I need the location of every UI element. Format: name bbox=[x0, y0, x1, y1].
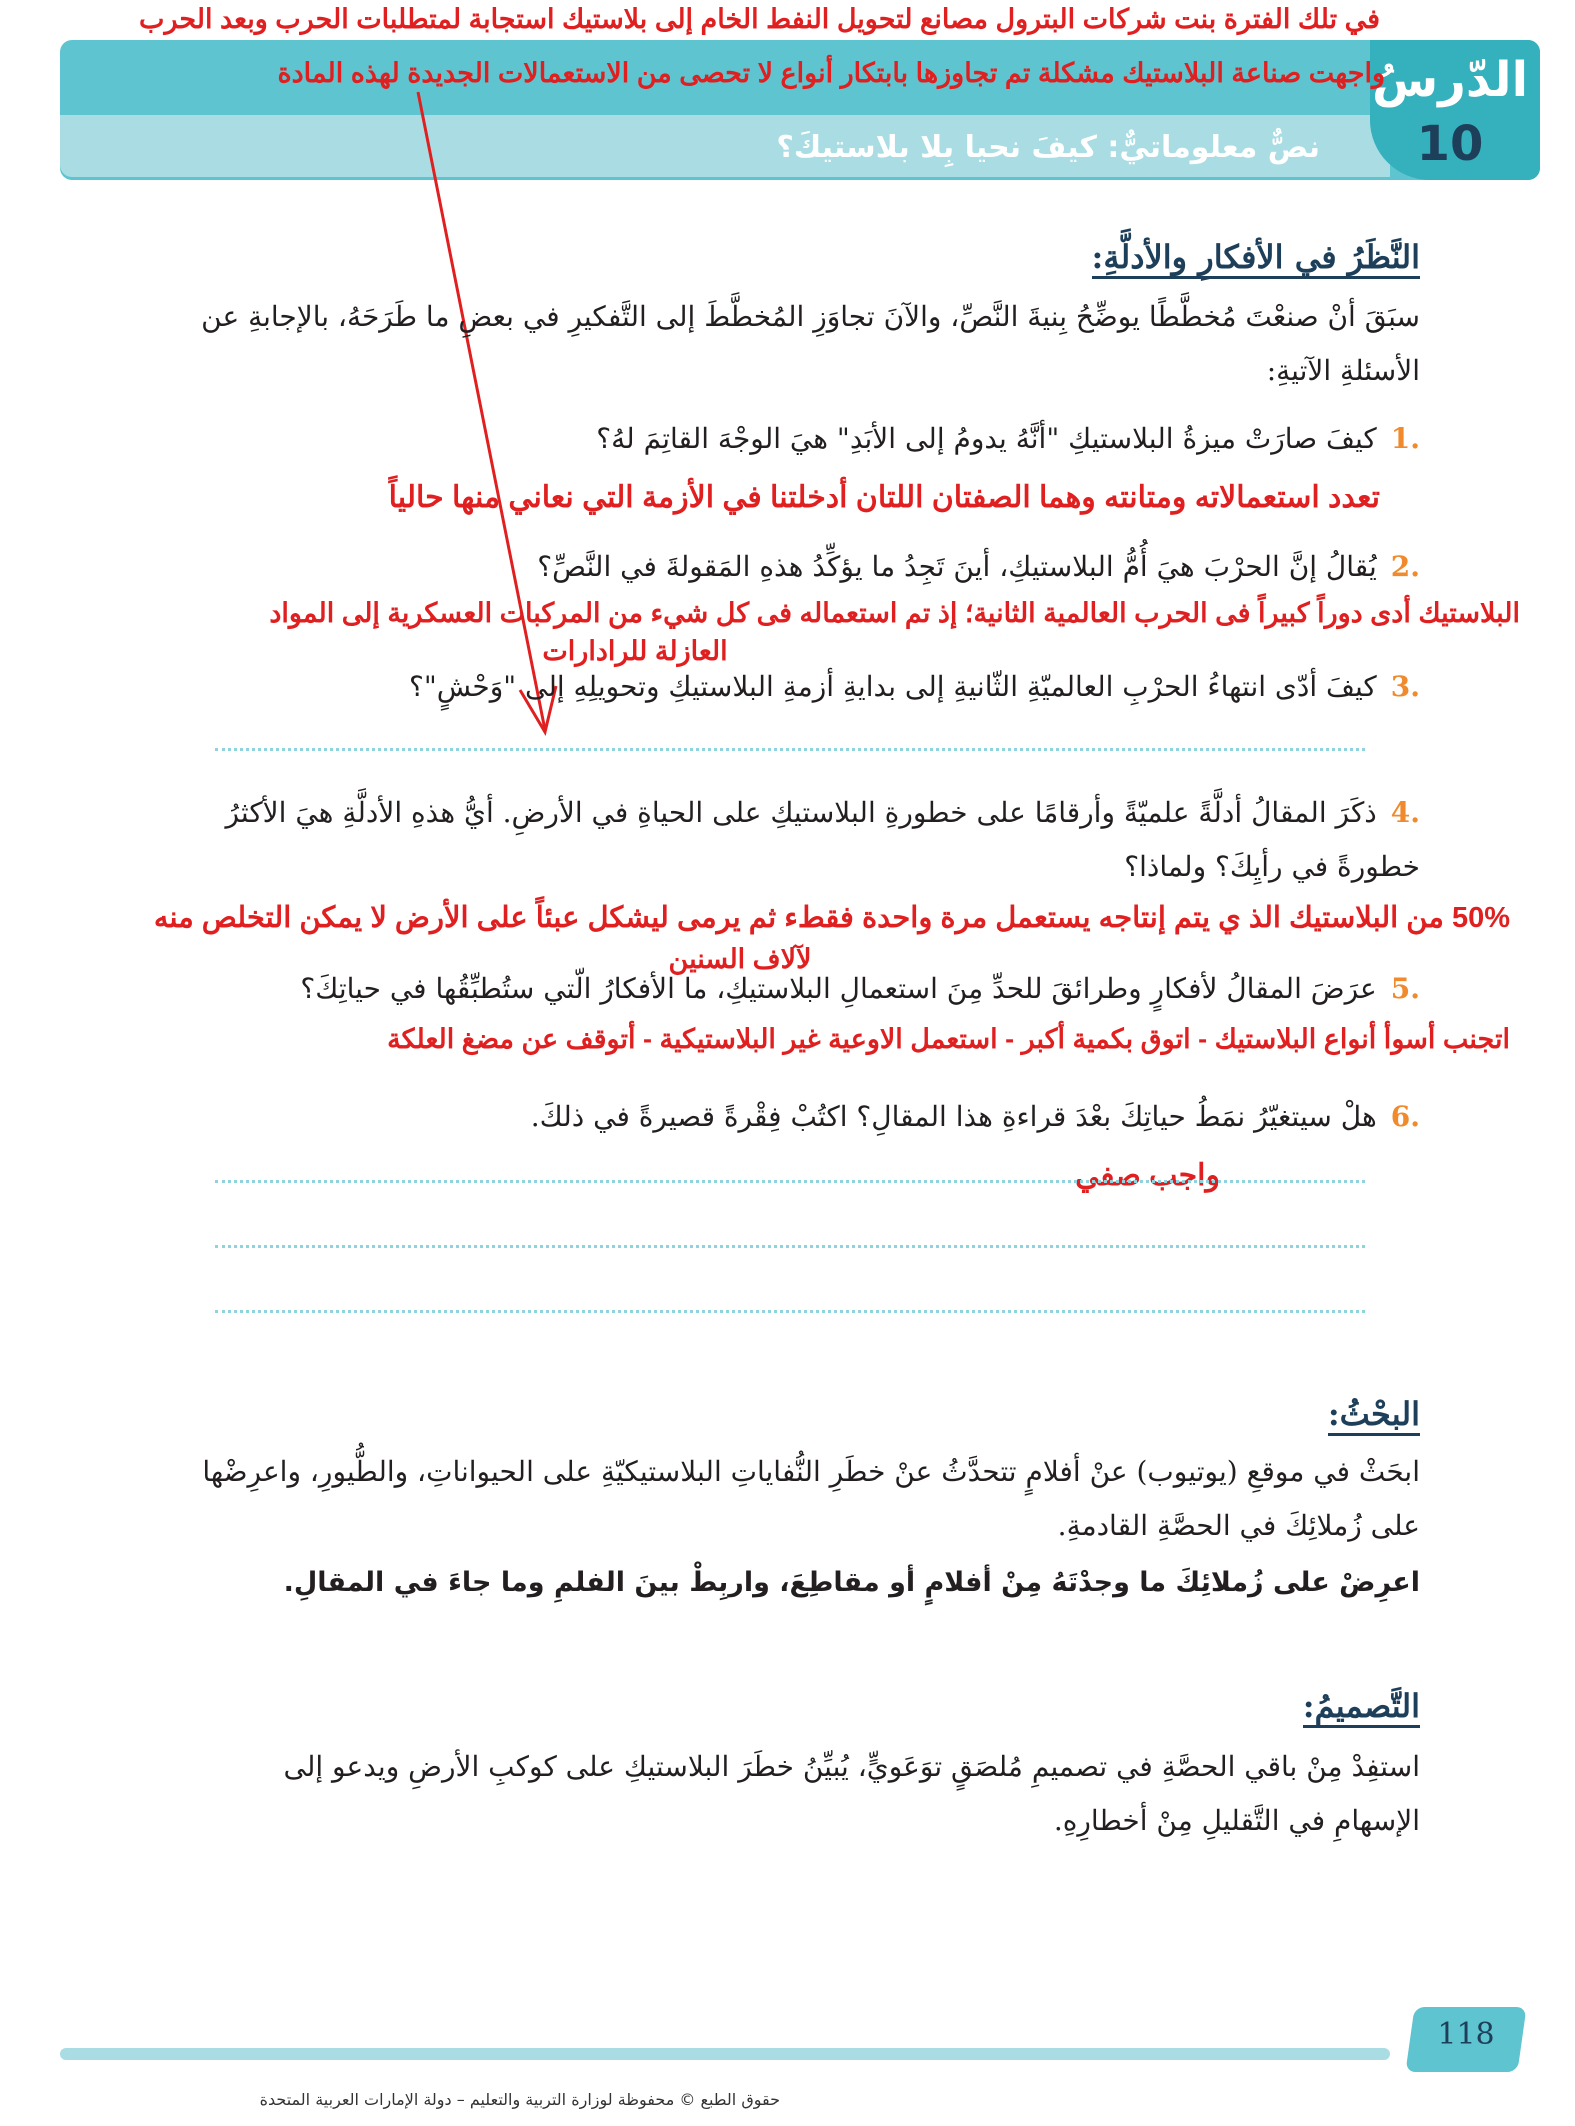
answer-6: واجب صفي bbox=[1075, 1159, 1220, 1192]
question-3 bbox=[190, 660, 1420, 714]
lesson-number: 10 bbox=[1416, 116, 1484, 172]
answer-2-line2: العازلة للرادارات bbox=[542, 636, 728, 666]
question-3-text: كيفَ أدّى انتهاءُ الحرْبِ العالميّةِ الثّانيةِ إلى بدايةِ أزمةِ البلاستيكِ وتحويلِهِ إلى "وَحْشٍ"؟ bbox=[408, 670, 1377, 703]
footer-bar bbox=[60, 2048, 1390, 2060]
answer-6-line-1[interactable] bbox=[215, 1180, 1365, 1183]
answer-6-line-3[interactable] bbox=[215, 1310, 1365, 1313]
answer-1: تعدد استعمالاته ومتانته وهما الصفتان اللتان أدخلتنا في الأزمة التي نعاني منها حالياً bbox=[388, 481, 1380, 514]
section-heading-ideas: النَّظَرُ في الأفكارِ والأدلَّةِ: bbox=[700, 238, 1420, 276]
answer-4-line1: 50% من البلاستيك الذ ي يتم إنتاجه يستعمل مرة واحدة فقطء ثم يرمى ليشكل عبئاً على الأرض لا يمكن التخلص منه bbox=[153, 902, 1510, 934]
question-2 bbox=[190, 540, 1420, 594]
annotation-header-line1: في تلك الفترة بنت شركات البترول مصانع لتحويل النفط الخام إلى بلاستيك استجابة لمتطلبات الحرب وبعد الحرب bbox=[139, 4, 1380, 34]
answer-3-line[interactable] bbox=[215, 748, 1365, 751]
answer-4-line2: لآلاف السنين bbox=[668, 944, 812, 974]
design-text: استفِدْ مِنْ باقي الحصَّةِ في تصميمِ مُلصَقٍ توَعَويٍّ، يُبيِّنُ خطَرَ البلاستيكِ على كوكبِ الأرضِ ويدعو إلى الإسهامِ في التَّقليلِ مِنْ أخطارِهِ. bbox=[283, 1750, 1420, 1837]
page-title: نصٌّ معلوماتيٌّ: كيفَ نحيا بِلا بلاستيكَ؟ bbox=[776, 130, 1320, 165]
question-1-text: كيفَ صارَتْ ميزةُ البلاستيكِ "أنَّهُ يدومُ إلى الأبَدِ" هيَ الوجْهَ القاتِمَ لهُ؟ bbox=[596, 422, 1377, 455]
question-2-text: يُقالُ إنَّ الحرْبَ هيَ أُمُّ البلاستيكِ، أينَ تَجِدُ ما يؤكِّدُ هذهِ المَقولةَ في النَّصِّ؟ bbox=[537, 550, 1377, 583]
research-task: اعرِضْ على زُملائِكَ ما وجدْتَهُ مِنْ أفلامٍ أو مقاطِعَ، واربِطْ بينَ الفلمِ وما جاءَ في المقالِ. bbox=[283, 1567, 1420, 1598]
question-3-number: .3 bbox=[1390, 670, 1420, 703]
annotation-header-line2: واجهت صناعة البلاستيك مشكلة تم تجاوزها بابتكار أنواع لا تحصى من الاستعمالات الجديدة لهذه المادة bbox=[277, 58, 1385, 88]
question-5-number: .5 bbox=[1390, 972, 1420, 1005]
research-text: ابحَثْ في موقعِ (يوتيوب) عنْ أفلامٍ تتحدَّثُ عنْ خطَرِ النُّفاياتِ البلاستيكيّةِ على الحيواناتِ، والطُّيورِ، واعرِضْها على زُملائِكَ في الحصَّةِ القادمةِ. bbox=[202, 1455, 1420, 1542]
question-5-text: عرَضَ المقالُ لأفكارٍ وطرائقَ للحدِّ مِنَ استعمالِ البلاستيكِ، ما الأفكارُ الّتي ستُطبِّقُها في حياتِكَ؟ bbox=[300, 972, 1377, 1005]
question-6-text: هلْ سيتغيّرُ نمَطُ حياتِكَ بعْدَ قراءةِ هذا المقالِ؟ اكتُبْ فِقْرةً قصيرةً في ذلكَ. bbox=[530, 1100, 1377, 1133]
answer-5: اتجنب أسوأ أنواع البلاستيك - اتوق بكمية أكبر - استعمل الاوعية غير البلاستيكية - أتوقف عن مضغ العلكة bbox=[387, 1024, 1510, 1054]
question-4-number: .4 bbox=[1390, 796, 1420, 829]
copyright-notice: حقوق الطبع © محفوظة لوزارة التربية والتعليم – دولة الإمارات العربية المتحدة bbox=[259, 2090, 780, 2109]
section-heading-research: البحْثُ: bbox=[900, 1395, 1420, 1433]
question-2-number: .2 bbox=[1390, 550, 1420, 583]
lesson-label: الدّرسُ bbox=[1371, 52, 1529, 108]
question-4-text: ذكَرَ المقالُ أدلَّةً علميّةً وأرقامًا على خطورةِ البلاستيكِ على الحياةِ في الأرضِ. أيُّ هذهِ الأدلَّةِ هيَ الأكثرُ خطورةً في رأيِكَ؟ ولماذا؟ bbox=[225, 796, 1420, 883]
question-6-number: .6 bbox=[1390, 1100, 1420, 1133]
question-6 bbox=[190, 1090, 1420, 1144]
question-1 bbox=[190, 412, 1420, 466]
question-5 bbox=[190, 962, 1420, 1016]
question-1-number: .1 bbox=[1390, 422, 1420, 455]
question-4 bbox=[190, 786, 1420, 894]
page-number: 118 bbox=[1437, 2017, 1495, 2052]
section-heading-design: التَّصميمُ: bbox=[900, 1687, 1420, 1725]
section-intro: سبَقَ أنْ صنعْتَ مُخطَّطًا يوضِّحُ بِنيةَ النَّصِّ، والآنَ تجاوَزِ المُخطَّطَ إلى التَّفكيرِ في بعضِ ما طَرَحَهُ، بالإجابةِ عن الأسئلةِ الآتيةِ: bbox=[201, 300, 1420, 387]
answer-2-line1: البلاستيك أدى دوراً كبيراً فى الحرب العالمية الثانية؛ إذ تم استعماله فى كل شيء من المركبات العسكرية إلى المواد bbox=[269, 598, 1520, 628]
answer-6-line-2[interactable] bbox=[215, 1245, 1365, 1248]
